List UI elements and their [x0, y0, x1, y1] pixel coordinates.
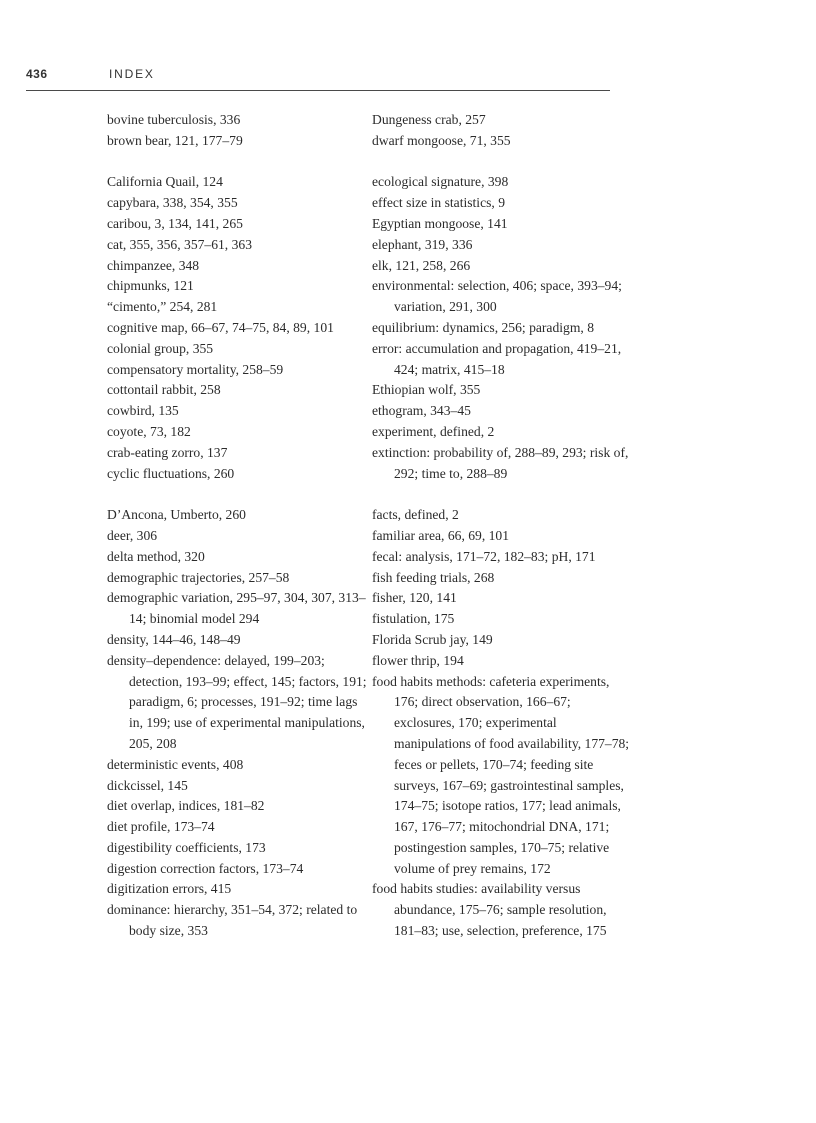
index-entry: density, 144–46, 148–49	[107, 631, 241, 647]
index-entry: brown bear, 121, 177–79	[107, 132, 243, 148]
index-entry: fish feeding trials, 268	[372, 569, 495, 585]
index-entry: delta method, 320	[107, 548, 205, 564]
index-entry: flower thrip, 194	[372, 652, 464, 668]
index-entry: caribou, 3, 134, 141, 265	[107, 215, 243, 231]
group-spacer	[107, 152, 367, 173]
index-entry: extinction: probability of, 288–89, 293; risk of, 292; time to, 288–89	[372, 444, 629, 481]
index-entry: ecological signature, 398	[372, 174, 509, 190]
index-entry: demographic variation, 295–97, 304, 307, 313–14; binomial model 294	[107, 590, 366, 627]
running-head: INDEX	[109, 67, 155, 81]
index-entry: deer, 306	[107, 527, 158, 543]
index-entry: cowbird, 135	[107, 403, 179, 419]
index-entry: familiar area, 66, 69, 101	[372, 527, 510, 543]
index-entry: compensatory mortality, 258–59	[107, 361, 284, 377]
index-entry: chipmunks, 121	[107, 278, 194, 294]
index-entry: cognitive map, 66–67, 74–75, 84, 89, 101	[107, 319, 334, 335]
index-entry: equilibrium: dynamics, 256; paradigm, 8	[372, 319, 594, 335]
index-entry: density–dependence: delayed, 199–203; detection, 193–99; effect, 145; factors, 191; paradigm, 6; processes, 191–92; time lags in, 199; use of experimental manipulations, 205, 208	[107, 652, 367, 751]
index-entry: diet overlap, indices, 181–82	[107, 798, 265, 814]
index-entry: crab-eating zorro, 137	[107, 444, 228, 460]
index-entry: cottontail rabbit, 258	[107, 382, 221, 398]
index-entry: experiment, defined, 2	[372, 423, 495, 439]
group-spacer	[372, 484, 632, 505]
index-entry: food habits studies: availability versus abundance, 175–76; sample resolution, 181–83; use, selection, preference, 175	[372, 881, 607, 939]
index-entry: “cimento,” 254, 281	[107, 299, 218, 315]
index-entry: bovine tuberculosis, 336	[107, 112, 241, 127]
group-spacer	[372, 152, 632, 173]
index-entry: effect size in statistics, 9	[372, 195, 506, 211]
index-entry: elk, 121, 258, 266	[372, 257, 471, 273]
index-entry: digitization errors, 415	[107, 881, 232, 897]
index-entry: digestibility coefficients, 173	[107, 839, 266, 855]
index-entry: coyote, 73, 182	[107, 423, 191, 439]
index-entry: cat, 355, 356, 357–61, 363	[107, 236, 252, 252]
index-entry: Florida Scrub jay, 149	[372, 631, 493, 647]
index-entry: ethogram, 343–45	[372, 403, 471, 419]
index-entry: Dungeness crab, 257	[372, 112, 486, 127]
index-entry: environmental: selection, 406; space, 393–94; variation, 291, 300	[372, 278, 622, 315]
index-entry: facts, defined, 2	[372, 507, 459, 523]
index-entry: elephant, 319, 336	[372, 236, 473, 252]
index-entry: fecal: analysis, 171–72, 182–83; pH, 171	[372, 548, 596, 564]
index-entry: Ethiopian wolf, 355	[372, 382, 481, 398]
index-entry: chimpanzee, 348	[107, 257, 200, 273]
index-entry: D’Ancona, Umberto, 260	[107, 507, 246, 523]
page-header	[26, 64, 610, 91]
index-entry: dickcissel, 145	[107, 777, 188, 793]
index-column-left	[107, 110, 367, 942]
index-entry: fisher, 120, 141	[372, 590, 457, 606]
index-entry: deterministic events, 408	[107, 756, 244, 772]
index-entry: digestion correction factors, 173–74	[107, 860, 304, 876]
index-entry: fistulation, 175	[372, 611, 455, 627]
index-entry: error: accumulation and propagation, 419–21, 424; matrix, 415–18	[372, 340, 622, 377]
index-entry: food habits methods: cafeteria experiments, 176; direct observation, 166–67; exclosures, 170; experimental manipulations of food availability, 177–78; feces or pellets, 170–74; feeding site surveys, 167–69; gastrointestinal samples, 174–75; isotope ratios, 177; lead animals, 167, 176–77; mitochondrial DNA, 171; postingestion samples, 170–75; relative volume of prey remains, 172	[372, 673, 630, 876]
index-entry: dominance: hierarchy, 351–54, 372; related to body size, 353	[107, 902, 358, 939]
index-entry: California Quail, 124	[107, 174, 223, 190]
index-entry: cyclic fluctuations, 260	[107, 465, 235, 481]
index-entry: capybara, 338, 354, 355	[107, 195, 238, 211]
index-entry: Egyptian mongoose, 141	[372, 215, 508, 231]
index-column-right	[372, 110, 632, 942]
index-entry: colonial group, 355	[107, 340, 214, 356]
page-number: 436	[26, 67, 48, 81]
index-entry: diet profile, 173–74	[107, 819, 215, 835]
index-entry: demographic trajectories, 257–58	[107, 569, 290, 585]
group-spacer	[107, 484, 367, 505]
index-entry: dwarf mongoose, 71, 355	[372, 132, 511, 148]
